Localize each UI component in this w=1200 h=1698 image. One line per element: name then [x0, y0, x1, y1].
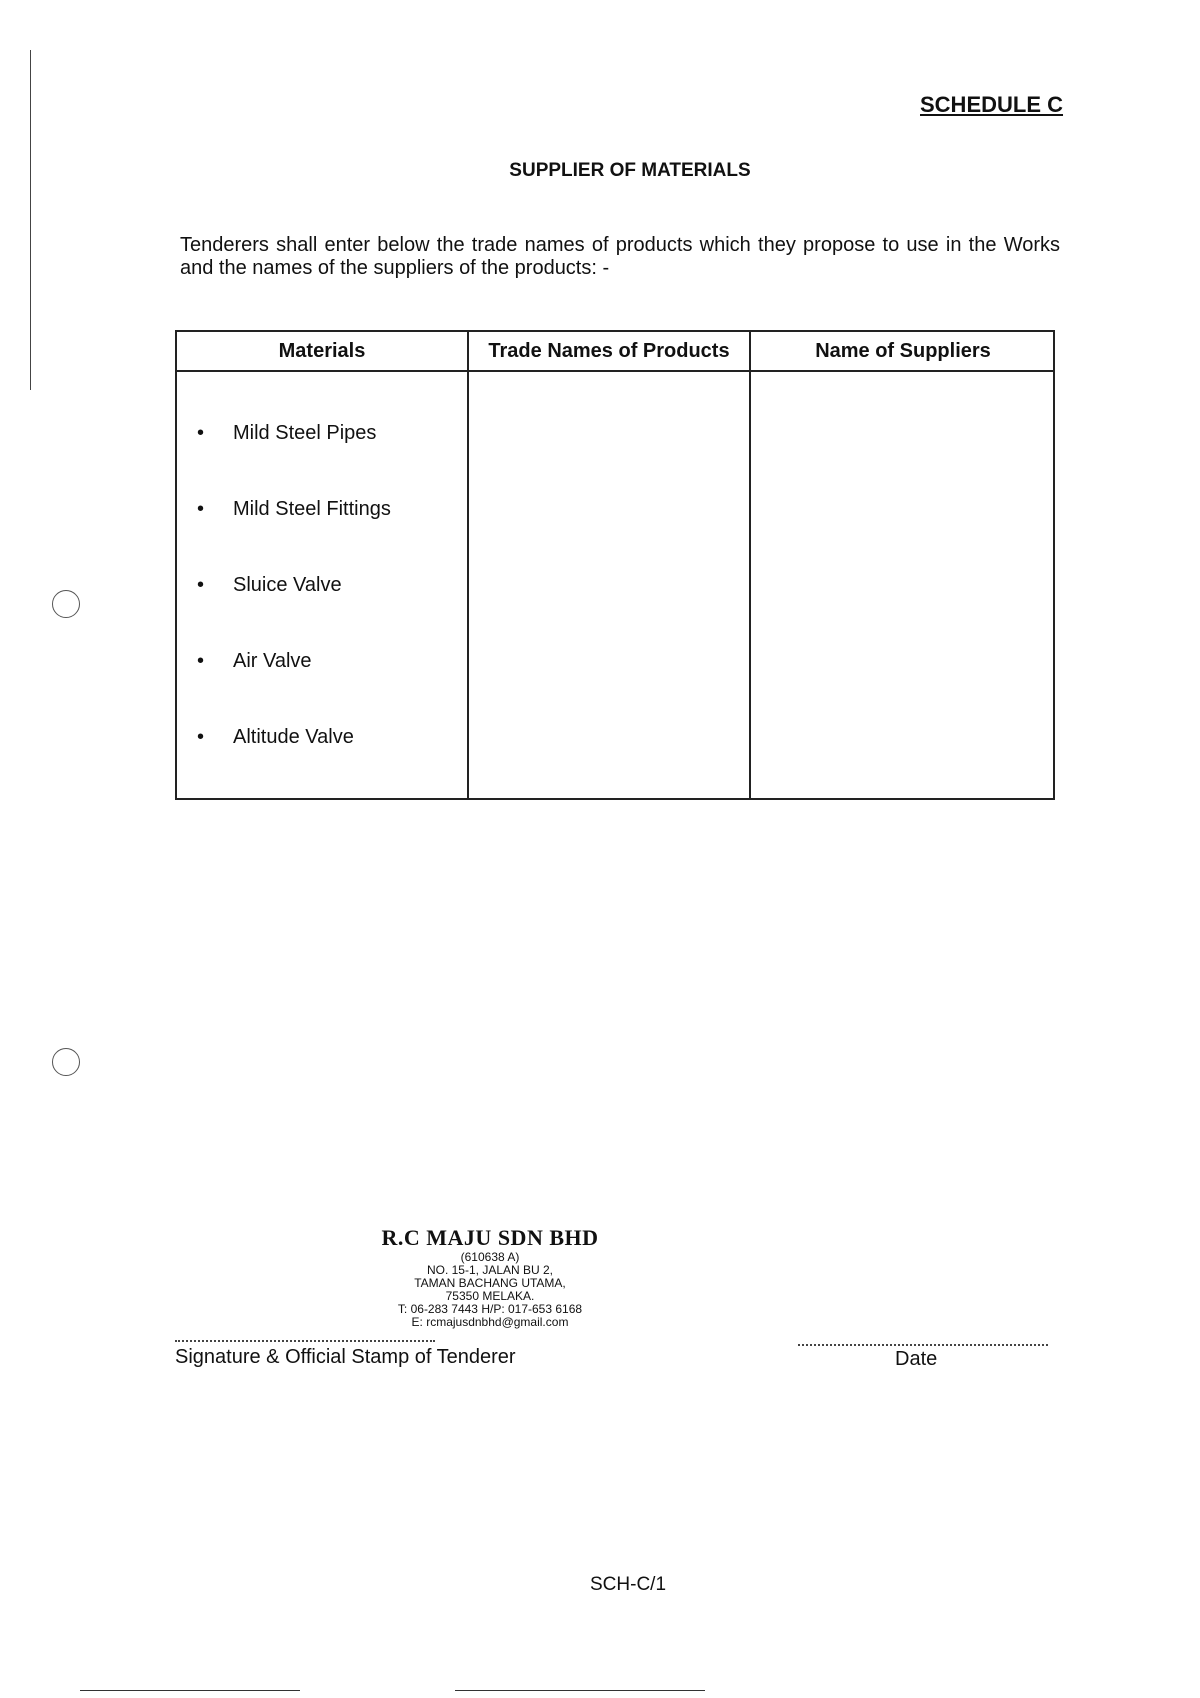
punch-hole-bottom [52, 1048, 80, 1076]
page-title: SUPPLIER OF MATERIALS [509, 160, 751, 181]
header-divider [177, 370, 1053, 372]
footer-line [80, 1690, 300, 1691]
material-row [197, 498, 391, 521]
bullet: • [197, 726, 205, 748]
material-name: Altitude Valve [233, 726, 354, 748]
material-name: Mild Steel Pipes [233, 422, 377, 444]
stamp-reg-no: (610638 A) [460, 1250, 520, 1264]
column-divider [467, 332, 469, 798]
material-name: Sluice Valve [233, 574, 342, 596]
materials-table [175, 330, 1055, 800]
header-suppliers: Name of Suppliers [815, 340, 991, 362]
material-row [197, 574, 342, 597]
footer-line [455, 1690, 705, 1691]
page-number: SCH-C/1 [590, 1574, 667, 1595]
stamp-address: TAMAN BACHANG UTAMA, [414, 1276, 566, 1290]
signature-line [175, 1340, 435, 1342]
material-row [197, 726, 354, 749]
bullet: • [197, 574, 205, 596]
punch-hole-top [52, 590, 80, 618]
material-name: Mild Steel Fittings [233, 498, 391, 520]
header-trade-names: Trade Names of Products [488, 340, 730, 362]
column-divider [749, 332, 751, 798]
bullet: • [197, 650, 205, 672]
material-row [197, 422, 376, 445]
material-row [197, 650, 312, 673]
bullet: • [197, 498, 205, 520]
schedule-label: SCHEDULE C [920, 92, 1064, 117]
company-stamp [330, 1225, 650, 1329]
stamp-phone: T: 06-283 7443 H/P: 017-653 6168 [397, 1302, 583, 1316]
stamp-company: R.C MAJU SDN BHD [381, 1225, 599, 1250]
stamp-address: 75350 MELAKA. [445, 1289, 535, 1303]
header-materials: Materials [278, 340, 366, 362]
signature-label: Signature & Official Stamp of Tenderer [175, 1346, 516, 1368]
intro-text: Tenderers shall enter below the trade names of products which they propose to use in the Works and the names of the suppliers of the products: - [180, 234, 1060, 279]
stamp-address: NO. 15-1, JALAN BU 2, [426, 1263, 554, 1277]
date-label: Date [895, 1348, 938, 1370]
margin-line [30, 50, 31, 390]
date-line [798, 1344, 1048, 1346]
bullet: • [197, 422, 205, 444]
material-name: Air Valve [233, 650, 312, 672]
stamp-email: E: rcmajusdnbhd@gmail.com [411, 1315, 569, 1329]
